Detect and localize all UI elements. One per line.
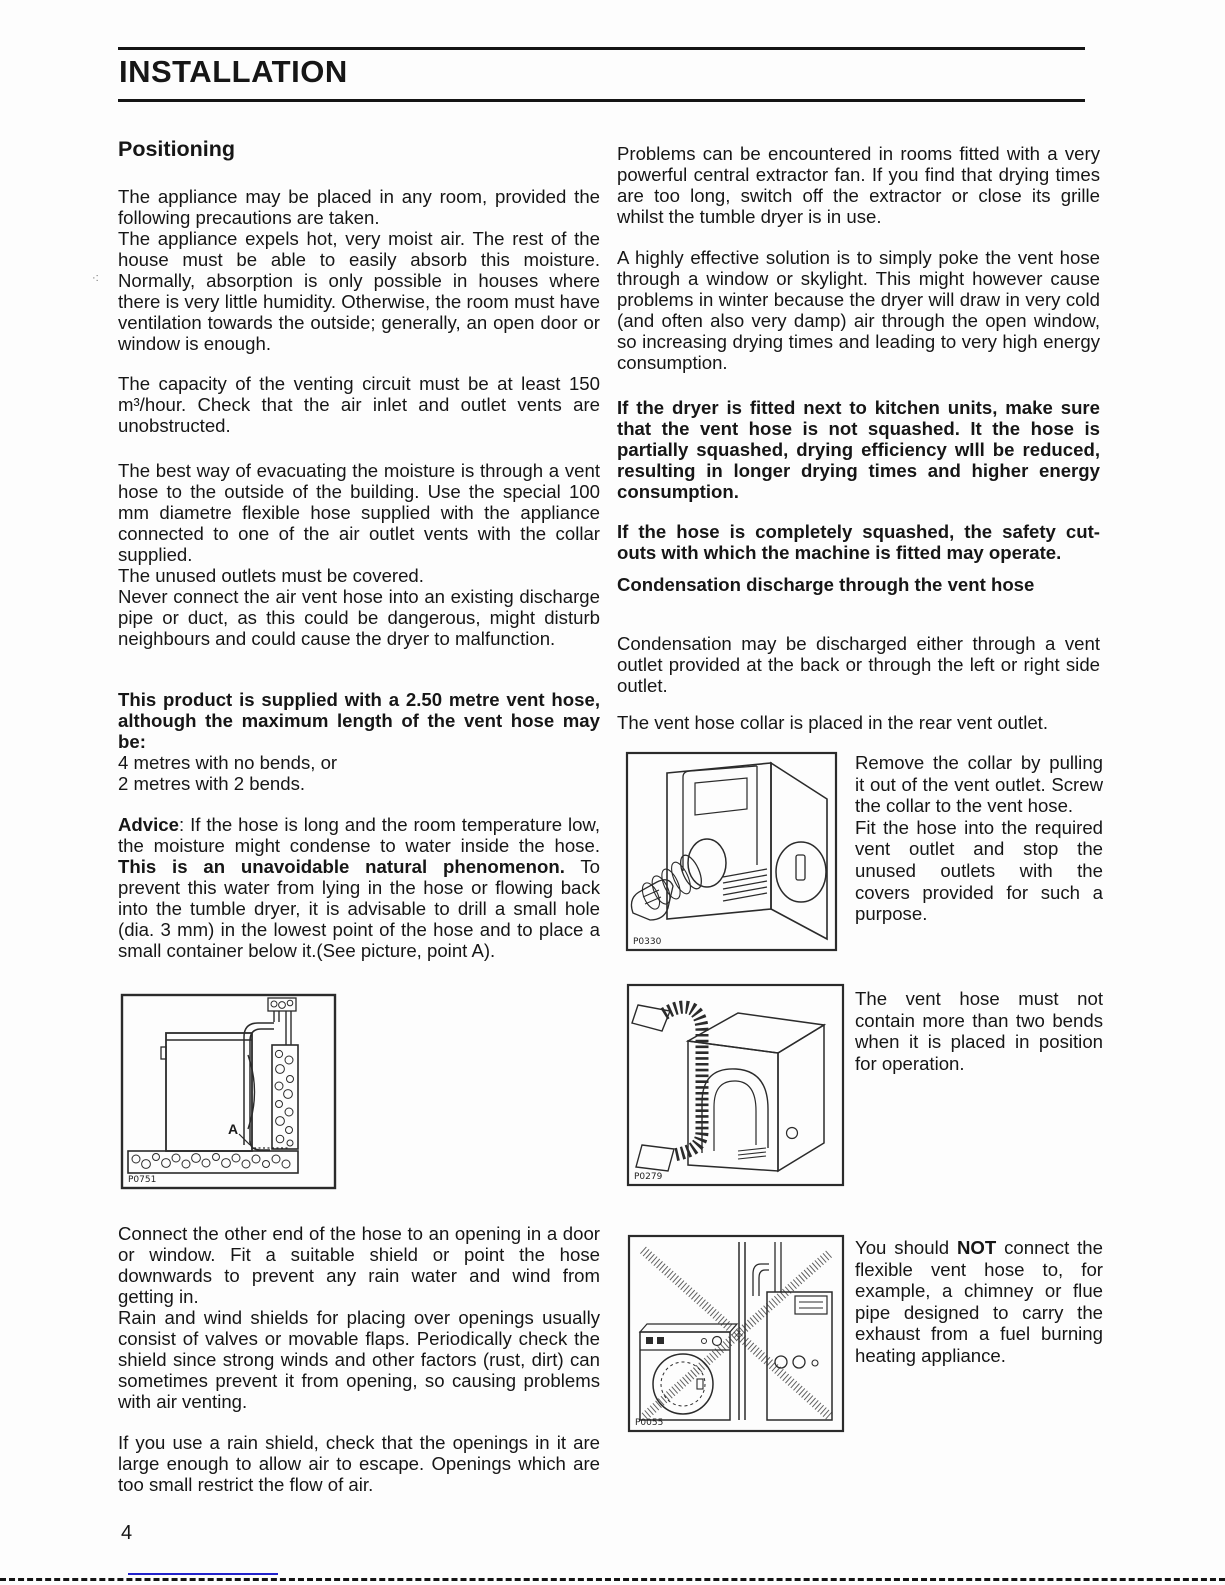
right-block-5 — [617, 633, 1100, 696]
left-block-5 — [118, 1223, 600, 1412]
footer-blue-line — [128, 1573, 278, 1575]
right-block-3 — [617, 397, 1100, 502]
left-block-1 — [118, 186, 600, 354]
left-block-4 — [118, 689, 600, 794]
caption-two-bends — [855, 988, 1103, 1074]
para-advice — [118, 814, 600, 961]
figure-label-p0055: P0055 — [635, 1418, 664, 1428]
caption-not-pre: You should — [855, 1237, 957, 1258]
caption-not-chimney — [855, 1237, 1103, 1367]
para-venting-capacity: The capacity of the venting circuit must be at least 150 m³/hour. Check that the air inlet and outlet vents are unobstructed. — [118, 373, 600, 436]
para-never-connect: Never connect the air vent hose into an existing discharge pipe or duct, as this could be dangerous, might disturb neighbours and could cause the dryer to malfunction. — [118, 586, 600, 649]
para-rain-shield-openings: If you use a rain shield, check that the openings in it are large enough to allow air to escape. Openings which are too small restrict the flow of air. — [118, 1432, 600, 1495]
para-4-metres: 4 metres with no bends, or — [118, 752, 338, 773]
figure-label-p0330: P0330 — [633, 937, 662, 947]
caption-not-post: connect the flexible vent hose to, for example, a chimney or flue pipe designed to carry the exhaust from a fuel burning heating appliance. — [855, 1237, 1103, 1366]
left-block-advice — [118, 814, 600, 961]
wall-vent-illustration — [120, 993, 337, 1190]
caption-remove-collar — [855, 752, 1103, 925]
two-bends-illustration — [626, 983, 845, 1187]
advice-text-1: : If the hose is long and the room temperature low, the moisture might condense to water inside the hose. — [118, 814, 600, 856]
rear-collar-illustration — [625, 751, 838, 952]
left-block-3 — [118, 460, 600, 649]
caption-not-chimney-text — [855, 1237, 1103, 1367]
section-heading-positioning — [118, 139, 600, 160]
caption-two-bends-text: The vent hose must not contain more than two bends when it is placed in position for operation. — [855, 988, 1103, 1074]
para-collar-rear-outlet: The vent hose collar is placed in the rear vent outlet. — [617, 712, 1048, 733]
left-block-6 — [118, 1432, 600, 1495]
figure-point-a: A — [228, 1121, 239, 1137]
advice-bold: This is an unavoidable natural phenomenon. — [118, 856, 565, 877]
header-rule-bottom — [118, 99, 1085, 102]
left-block-2 — [118, 373, 600, 436]
para-vent-hose: The best way of evacuating the moisture is through a vent hose to the outside of the building. Use the special 100 mm diametre flexible hose supplied with the appliance connected to one of the air outlet vents with the collar supplied. — [118, 460, 600, 565]
right-block-6 — [617, 712, 1100, 733]
right-block-2 — [617, 247, 1100, 373]
figure-label-p0279: P0279 — [634, 1172, 663, 1182]
heading-condensation: Condensation discharge through the vent hose — [617, 574, 1035, 595]
advice-label: Advice — [118, 814, 179, 835]
para-condensation-discharge: Condensation may be discharged either through a vent outlet provided at the back or through the left or right side outlet. — [617, 633, 1100, 696]
advice-text-2: To prevent this water from lying in the hose or flowing back into the tumble dryer, it is advisable to drill a small hole (dia. 3 mm) in the lowest point of the hose and to place a small container below it.(See picture, point A). — [118, 856, 600, 961]
page-number: 4 — [121, 1522, 133, 1544]
page-title: INSTALLATION — [119, 54, 348, 89]
figure-two-bends — [626, 983, 845, 1187]
para-room-placement: The appliance may be placed in any room, provided the following precautions are taken. — [118, 186, 600, 228]
header-rule-top — [118, 47, 1085, 50]
para-hose-length-bold: This product is supplied with a 2.50 metre vent hose, although the maximum length of the vent hose may be: — [118, 689, 600, 752]
caption-remove-collar-2: Fit the hose into the required vent outlet and stop the unused outlets with the covers provided for such a purpose. — [855, 816, 1103, 925]
para-2-metres: 2 metres with 2 bends. — [118, 773, 306, 794]
right-block-1 — [617, 143, 1100, 227]
caption-remove-collar-1: Remove the collar by pulling it out of the vent outlet. Screw the collar to the vent hose. — [855, 752, 1103, 817]
figure-label-p0751: P0751 — [128, 1175, 157, 1185]
para-rain-wind-shields: Rain and wind shields for placing over openings usually consist of valves or movable flaps. Periodically check the shield since strong winds and other factors (rust, dirt) can sometimes prevent it from opening, so causing problems with air venting. — [118, 1307, 600, 1412]
caption-not-bold: NOT — [956, 1237, 997, 1258]
para-extractor-fan: Problems can be encountered in rooms fitted with a very powerful central extractor fan. If you find that drying times are too long, switch off the extractor or close its grille whilst the tumble dryer is in use. — [617, 143, 1100, 227]
para-connect-other-end: Connect the other end of the hose to an opening in a door or window. Fit a suitable shield or point the hose downwards to prevent any rain water and wind from getting in. — [118, 1223, 600, 1307]
para-safety-cutouts-bold: If the hose is completely squashed, the safety cut-outs with which the machine is fitted may operate. — [617, 521, 1100, 563]
no-chimney-illustration — [627, 1234, 845, 1433]
para-kitchen-units-bold: If the dryer is fitted next to kitchen units, make sure that the vent hose is not squashed. It the hose is partially squashed, drying efficiency wIll be reduced, resulting in longer drying times and higher energy consumption. — [617, 397, 1100, 502]
scan-artifact: ·: — [92, 272, 99, 284]
para-window-skylight: A highly effective solution is to simply poke the vent hose through a window or skylight. This might however cause problems in winter because the dryer will draw in very cold (and often also very damp) air through the open window, so increasing drying times and leading to very high energy consumption. — [617, 247, 1100, 373]
section-heading-condensation — [617, 574, 1100, 595]
para-moist-air: The appliance expels hot, very moist air. The rest of the house must be able to easily absorb this moisture. Normally, absorption is only possible in houses where there is very little humidity. Otherwise, the room must have ventilation towards the outside; generally, an open door or window is enough. — [118, 228, 600, 354]
figure-no-chimney — [627, 1234, 845, 1433]
right-block-4 — [617, 521, 1100, 563]
page-bottom-edge — [0, 1578, 1225, 1581]
heading-positioning: Positioning — [118, 137, 236, 161]
figure-rear-collar — [625, 751, 838, 952]
para-unused-outlets: The unused outlets must be covered. — [118, 565, 424, 586]
figure-wall-vent — [120, 993, 337, 1190]
